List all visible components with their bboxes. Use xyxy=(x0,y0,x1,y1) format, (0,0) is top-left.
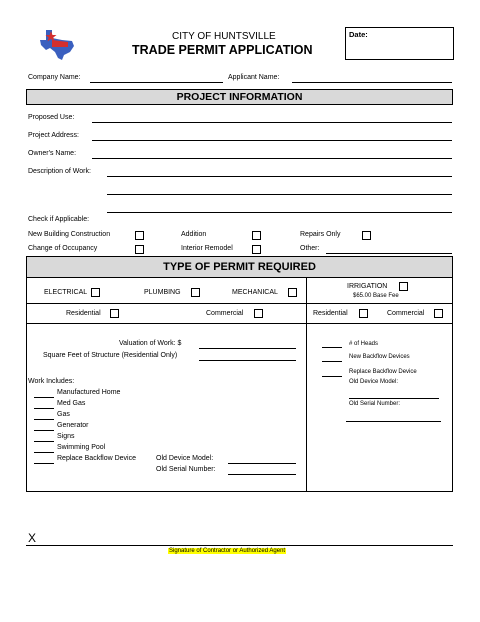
old-serial-number-label: Old Serial Number: xyxy=(156,466,216,473)
manufactured-home-blank[interactable] xyxy=(34,397,54,398)
description-line-1[interactable] xyxy=(107,176,452,177)
irrigation-residential-checkbox[interactable] xyxy=(359,309,368,318)
signs-blank[interactable] xyxy=(34,441,54,442)
applicant-name-label: Applicant Name: xyxy=(228,74,280,81)
addition-checkbox[interactable] xyxy=(252,231,261,240)
irr-old-serial-number-label: Old Serial Number: xyxy=(349,401,401,407)
irrigation-commercial-checkbox[interactable] xyxy=(434,309,443,318)
replace-backflow-blank-irr[interactable] xyxy=(322,376,342,377)
permit-type-header: TYPE OF PERMIT REQUIRED xyxy=(26,256,453,278)
city-name: CITY OF HUNTSVILLE xyxy=(172,31,276,42)
mechanical-label: MECHANICAL xyxy=(232,289,278,296)
heads-label: # of Heads xyxy=(349,341,379,347)
description-line-2[interactable] xyxy=(107,194,452,195)
repairs-only-label: Repairs Only xyxy=(300,231,341,238)
irrigation-checkbox[interactable] xyxy=(399,282,408,291)
generator-blank[interactable] xyxy=(34,430,54,431)
work-item-label: Gas xyxy=(57,411,70,418)
plumbing-label: PLUMBING xyxy=(144,289,181,296)
new-backflow-label: New Backflow Devices xyxy=(349,354,410,360)
signature-mark: X xyxy=(28,531,37,545)
old-device-model-label: Old Device Model: xyxy=(156,455,214,462)
square-feet-field[interactable] xyxy=(199,360,296,361)
valuation-label: Valuation of Work: $ xyxy=(119,340,182,347)
project-address-field[interactable] xyxy=(92,140,452,141)
residential-checkbox[interactable] xyxy=(110,309,119,318)
interior-remodel-checkbox[interactable] xyxy=(252,245,261,254)
check-applicable-label: Check if Applicable: xyxy=(28,216,90,223)
description-label: Description of Work: xyxy=(28,168,91,175)
old-device-model-field[interactable] xyxy=(228,463,296,464)
irrigation-details-block xyxy=(306,323,453,492)
signature-label: Signature of Contractor or Authorized Agent xyxy=(169,548,286,554)
addition-label: Addition xyxy=(181,231,207,238)
swimming-pool-blank[interactable] xyxy=(34,452,54,453)
project-address-label: Project Address: xyxy=(28,132,79,139)
date-label: Date: xyxy=(349,30,368,39)
med-gas-blank[interactable] xyxy=(34,408,54,409)
proposed-use-label: Proposed Use: xyxy=(28,114,75,121)
work-item-label: Manufactured Home xyxy=(57,389,121,396)
change-occupancy-checkbox[interactable] xyxy=(135,245,144,254)
permit-row-divider xyxy=(26,303,453,304)
electrical-label: ELECTRICAL xyxy=(44,289,88,296)
valuation-field[interactable] xyxy=(199,348,296,349)
irr-old-serial-number-field[interactable] xyxy=(346,421,441,422)
texas-logo xyxy=(38,28,78,62)
plumbing-checkbox[interactable] xyxy=(191,288,200,297)
company-name-label: Company Name: xyxy=(28,74,81,81)
irrigation-label: IRRIGATION xyxy=(347,283,388,290)
replace-backflow-blank[interactable] xyxy=(34,463,54,464)
irrigation-fee: $65.00 Base Fee xyxy=(353,293,399,299)
irr-old-device-model-label: Old Device Model: xyxy=(349,379,399,385)
proposed-use-field[interactable] xyxy=(92,122,452,123)
irrigation-commercial-label: Commercial xyxy=(387,310,425,317)
work-item-label: Swimming Pool xyxy=(57,444,106,451)
new-backflow-blank[interactable] xyxy=(322,361,342,362)
interior-remodel-label: Interior Remodel xyxy=(181,245,233,252)
electrical-checkbox[interactable] xyxy=(91,288,100,297)
repairs-only-checkbox[interactable] xyxy=(362,231,371,240)
old-serial-number-field[interactable] xyxy=(228,474,296,475)
date-box[interactable] xyxy=(345,27,454,60)
project-info-header: PROJECT INFORMATION xyxy=(26,89,453,105)
work-item-label: Med Gas xyxy=(57,400,86,407)
gas-blank[interactable] xyxy=(34,419,54,420)
heads-blank[interactable] xyxy=(322,347,342,348)
work-item-label: Generator xyxy=(57,422,89,429)
form-title: TRADE PERMIT APPLICATION xyxy=(132,43,313,57)
new-building-label: New Building Construction xyxy=(28,231,111,238)
work-includes-label: Work Includes: xyxy=(28,378,75,385)
other-label: Other: xyxy=(300,245,320,252)
new-building-checkbox[interactable] xyxy=(135,231,144,240)
commercial-checkbox[interactable] xyxy=(254,309,263,318)
irr-old-device-model-field[interactable] xyxy=(349,398,439,399)
company-name-field[interactable] xyxy=(90,82,223,83)
commercial-label: Commercial xyxy=(206,310,244,317)
work-item-label: Replace Backflow Device xyxy=(57,455,136,462)
owner-name-field[interactable] xyxy=(92,158,452,159)
owner-name-label: Owner's Name: xyxy=(28,150,77,157)
irrigation-residential-label: Residential xyxy=(313,310,348,317)
work-item-label: Signs xyxy=(57,433,75,440)
replace-backflow-label: Replace Backflow Device xyxy=(349,369,417,375)
change-occupancy-label: Change of Occupancy xyxy=(28,245,98,252)
residential-label: Residential xyxy=(66,310,101,317)
applicant-name-field[interactable] xyxy=(292,82,452,83)
signature-line[interactable] xyxy=(26,545,453,546)
square-feet-label: Square Feet of Structure (Residential Only) xyxy=(43,352,178,359)
other-field[interactable] xyxy=(326,253,452,254)
description-line-3[interactable] xyxy=(107,212,452,213)
mechanical-checkbox[interactable] xyxy=(288,288,297,297)
